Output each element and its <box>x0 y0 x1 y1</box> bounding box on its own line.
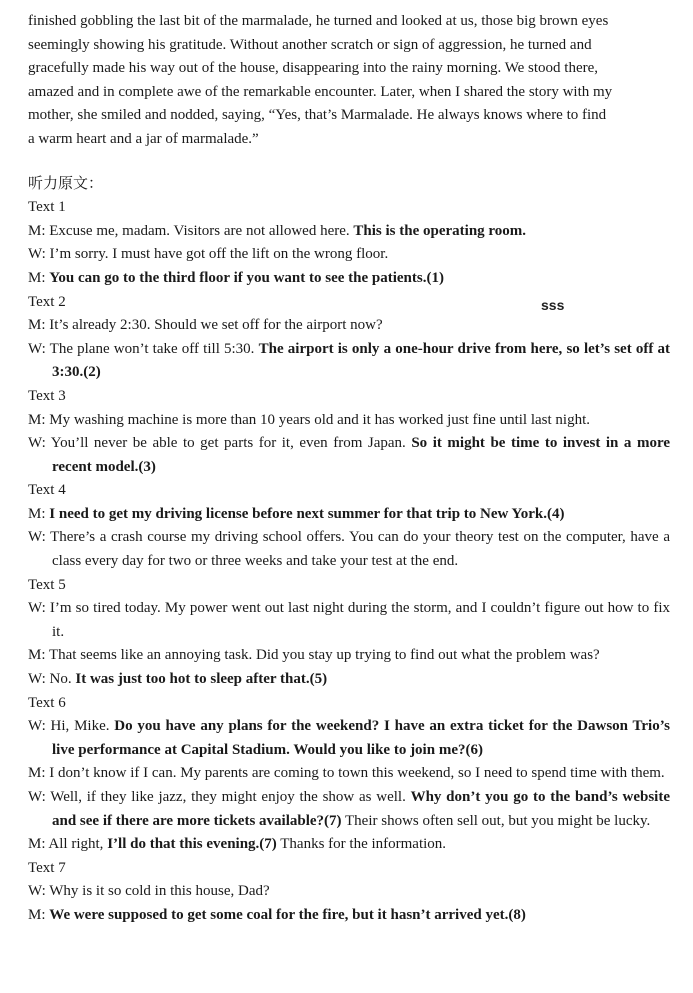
answer-text: This is the operating room. <box>353 222 527 239</box>
answer-text: I’ll do that this evening.(7) <box>107 836 277 853</box>
dialogue-line <box>28 833 670 857</box>
dialogue-line <box>28 904 670 928</box>
dialogue-line <box>28 267 670 291</box>
dialogue-line: M: It’s already 2:30. Should we set off for the airport now? <box>28 317 383 334</box>
document-page <box>28 10 670 928</box>
answer-text: It was just too hot to sleep after that.(5) <box>75 671 328 688</box>
dialogue-text: M: <box>28 269 50 286</box>
dialogue-text: W: The plane won’t take off till 5:30. <box>28 340 259 357</box>
dialogue-line: W: I’m so tired today. My power went out last night during the storm, and I couldn’t figure out how to fix it. <box>28 600 670 640</box>
story-line: amazed and in complete awe of the remarkable encounter. Later, when I shared the story with my <box>28 83 613 100</box>
dialogue-text: W: No. <box>28 671 76 688</box>
story-paragraph <box>28 10 670 152</box>
story-line: gracefully made his way out of the house, disappearing into the rainy morning. We stood there, <box>28 60 599 77</box>
text-6-title: Text 6 <box>28 694 66 711</box>
dialogue-line: W: There’s a crash course my driving school offers. You can do your theory test on the computer, have a class every day for two or three weeks and take your test at the end. <box>28 529 670 570</box>
story-line: a warm heart and a jar of marmalade.” <box>28 130 259 147</box>
story-line: mother, she smiled and nodded, saying, “Yes, that’s Marmalade. He always knows where to find <box>28 107 607 124</box>
story-line: finished gobbling the last bit of the marmalade, he turned and looked at us, those big brown eyes <box>28 13 609 29</box>
annotation-label: sss <box>541 297 565 313</box>
dialogue-text: M: <box>28 505 50 522</box>
dialogue-line <box>28 786 670 833</box>
dialogue-line <box>28 220 670 244</box>
dialogue-text: M: Excuse me, madam. Visitors are not allowed here. <box>28 222 354 239</box>
dialogue-line <box>28 668 670 692</box>
dialogue-text: M: <box>28 906 50 923</box>
answer-text: I need to get my driving license before next summer for that trip to New York.(4) <box>49 505 565 522</box>
dialogue-line <box>28 432 670 479</box>
dialogue-text: Their shows often sell out, but you might be lucky. <box>341 812 651 829</box>
dialogue-line <box>28 715 670 762</box>
dialogue-text: W: Well, if they like jazz, they might enjoy the show as well. <box>28 789 411 805</box>
dialogue-line: M: I don’t know if I can. My parents are coming to town this weekend, so I need to spend time with them. <box>28 765 665 782</box>
dialogue-line: M: My washing machine is more than 10 years old and it has worked just fine until last night. <box>28 411 590 428</box>
dialogue-line: W: Why is it so cold in this house, Dad? <box>28 883 270 900</box>
text-3-title: Text 3 <box>28 387 66 404</box>
dialogue-line <box>28 338 670 385</box>
dialogue-text: W: You’ll never be able to get parts for it, even from Japan. <box>28 435 412 452</box>
answer-text: We were supposed to get some coal for the fire, but it hasn’t arrived yet.(8) <box>49 906 526 923</box>
text-1-title: Text 1 <box>28 199 66 216</box>
text-4-title: Text 4 <box>28 482 66 499</box>
answer-text: Do you have any plans for the weekend? I have an extra ticket for the Dawson Trio’s live performance at Capital Stadium. Would you like to join me?(6) <box>52 718 671 758</box>
text-5-title: Text 5 <box>28 576 66 593</box>
answer-text: So it might be time to invest in a more recent model.(3) <box>52 435 670 475</box>
text-7-title: Text 7 <box>28 859 66 876</box>
dialogue-text: M: All right, <box>28 836 108 853</box>
transcript-heading: 听力原文： <box>28 175 104 192</box>
dialogue-line <box>28 503 670 527</box>
dialogue-line: W: I’m sorry. I must have got off the lift on the wrong floor. <box>28 246 389 263</box>
answer-text: The airport is only a one-hour drive from here, so let’s set off at 3:30.(2) <box>52 340 671 381</box>
dialogue-text: Thanks for the information. <box>276 836 447 853</box>
answer-text: You can go to the third floor if you want to see the patients.(1) <box>49 269 444 286</box>
text-2-title: Text 2 <box>28 293 66 310</box>
dialogue-line: M: That seems like an annoying task. Did you stay up trying to find out what the problem was? <box>28 647 600 664</box>
answer-text: Why don’t you go to the band’s website and see if there are more tickets available?(7) <box>52 789 670 829</box>
story-line: seemingly showing his gratitude. Without another scratch or sign of aggression, he turned and <box>28 36 592 53</box>
dialogue-text: W: Hi, Mike. <box>28 718 115 735</box>
